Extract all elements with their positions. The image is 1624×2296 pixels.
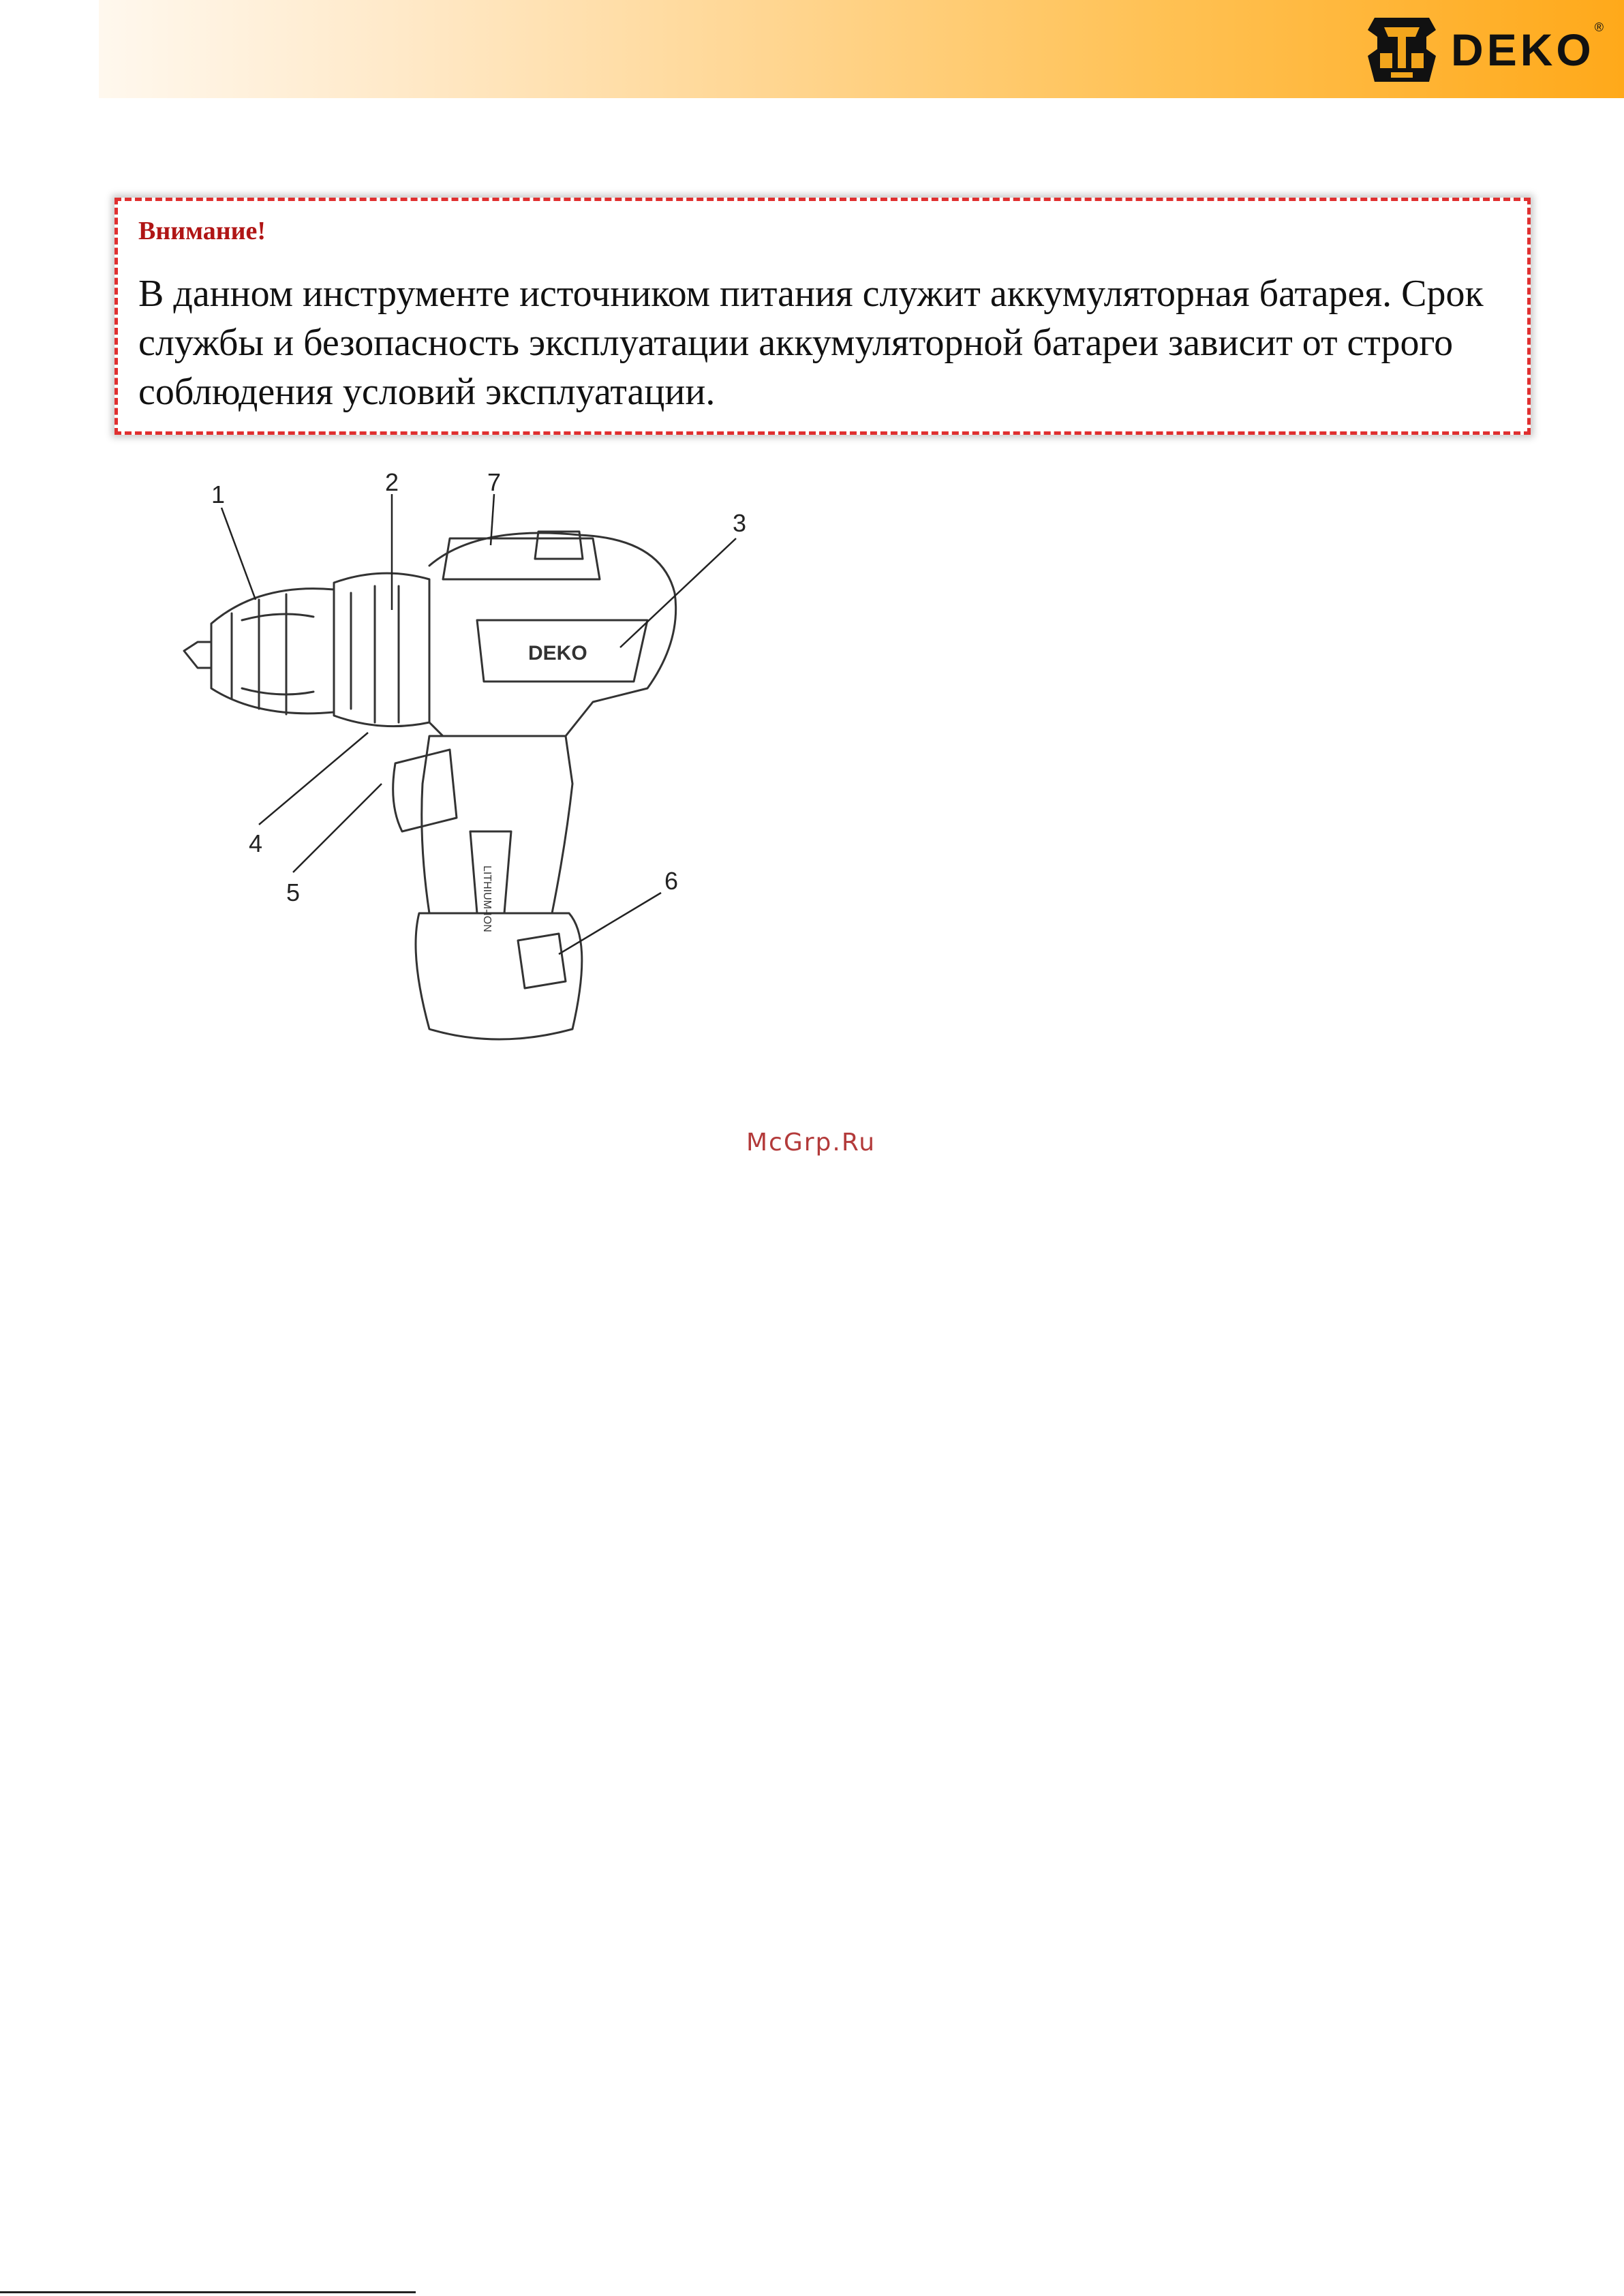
callout-1: 1 [211,480,226,508]
tool-battery-label: LITHIUM-ION [481,866,493,932]
header-band [99,0,1624,98]
footer-divider [0,2291,416,2293]
callout-3: 3 [733,509,747,537]
watermark: McGrp.Ru [746,1129,876,1157]
tool-brand-label: DEKO [528,642,587,664]
callout-6: 6 [664,867,679,895]
warning-text: В данном инструменте источником питания служит аккумуляторная батарея. Срок службы и безопасность эксплуатации аккумуляторной батареи зависит от строго соблюдения условий эксплуатации. [138,273,1484,413]
callout-4: 4 [249,829,263,857]
callout-5: 5 [286,878,301,906]
registered-mark: ® [1594,20,1604,34]
drill-diagram [157,463,770,1063]
deko-robot-icon [1361,14,1443,86]
callout-2: 2 [385,468,399,496]
brand-logo [1361,14,1604,86]
warning-box [114,198,1531,435]
callout-7: 7 [487,468,502,496]
warning-title: Внимание! [138,217,266,245]
brand-name: DEKO [1451,25,1595,75]
